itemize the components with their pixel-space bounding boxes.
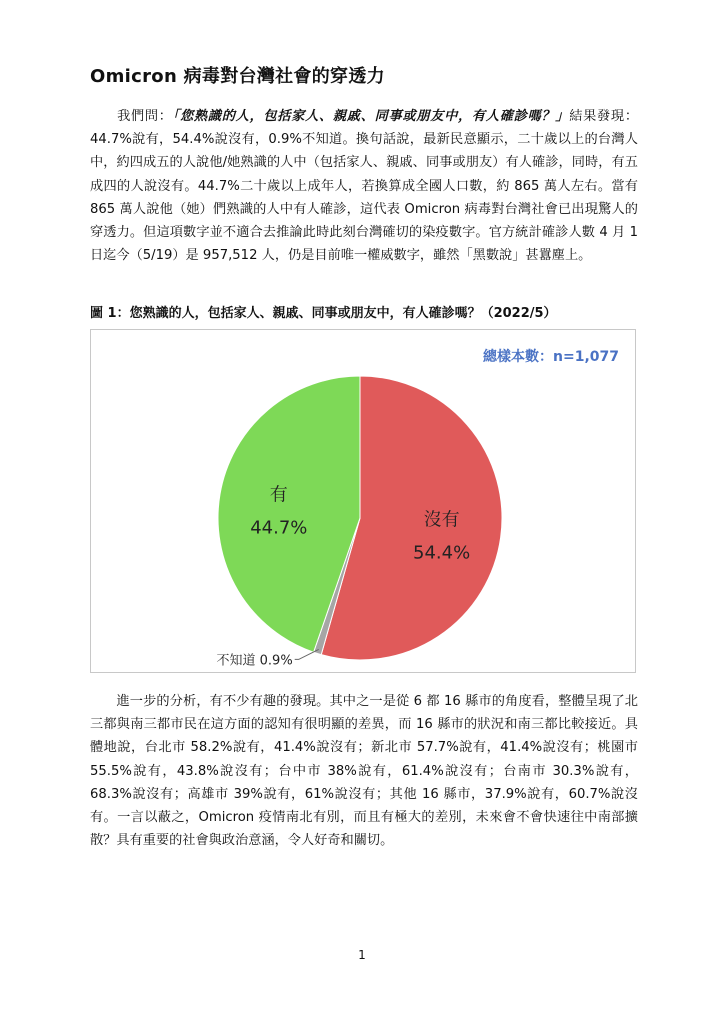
article-title: Omicron 病毒對台灣社會的穿透力 <box>90 66 385 87</box>
figure-caption: 圖 1：您熟識的人，包括家人、親戚、同事或朋友中，有人確診嗎？（2022/5） <box>90 306 557 321</box>
leader-line-1 <box>295 649 319 659</box>
analysis-text: 進一步的分析，有不少有趣的發現。其中之一是從 6 都 16 縣市的角度看，整體呈現了北三都與南三都市民在這方面的認知有很明顯的差異，而 16 縣市的狀況和南三都比較接近。具體地說，台北市 58.2%說有，41.4%說沒有；新北市 57.7%說有，41.4%說沒有；桃園市 55.5%說有，43.8%說沒有；台中市 38%說有，61.4%說沒有；台南市 30.3%說有，68.3%說沒有；高雄市 39%說有，61%說沒有；其他 16 縣市，37.9%說有，60.7%說沒有。一言以蔽之，Omicron 疫情南北有別，而且有極大的差別，未來會不會快速往中南部擴散？具有重要的社會與政治意涵，令人好奇和關切。 <box>90 694 638 849</box>
intro-paragraph <box>90 105 638 267</box>
sample-size-annotation: 總樣本數：n=1,077 <box>483 349 619 365</box>
slice-value-2: 44.7% <box>250 517 308 539</box>
pie-chart <box>91 330 635 672</box>
slice-value-0: 54.4% <box>413 542 471 564</box>
analysis-paragraph <box>90 690 638 852</box>
page-number: 1 <box>358 948 366 962</box>
slice-label-2: 有 <box>269 484 288 506</box>
intro-lead: 我們問： <box>116 109 173 124</box>
pie-chart-frame <box>90 329 636 673</box>
intro-rest: 結果發現：44.7%說有，54.4%說沒有，0.9%不知道。換句話說，最新民意顯示，二十歲以上的台灣人中，約四成五的人說他/她熟識的人中（包括家人、親戚、同事或朋友）有人確診，同時，有五成四的人說沒有。44.7%二十歲以上成年人，若換算成全國人口數，約 865 萬人左右。當有 865 萬人說他（她）們熟識的人中有人確診，這代表 Omicron 病毒對台灣社會已出現驚人的穿透力。但這項數字並不適合去推論此時此刻台灣確切的染疫數字。官方統計確診人數 4 月 1 日迄今（5/19）是 957,512 人，仍是目前唯一權威數字，雖然「黑數說」甚囂塵上。 <box>90 109 639 264</box>
slice-label-0: 沒有 <box>423 509 460 531</box>
slice-callout-1: 不知道 0.9% <box>216 653 293 669</box>
survey-question: 「您熟識的人，包括家人、親戚、同事或朋友中，有人確診嗎？」 <box>172 109 570 124</box>
